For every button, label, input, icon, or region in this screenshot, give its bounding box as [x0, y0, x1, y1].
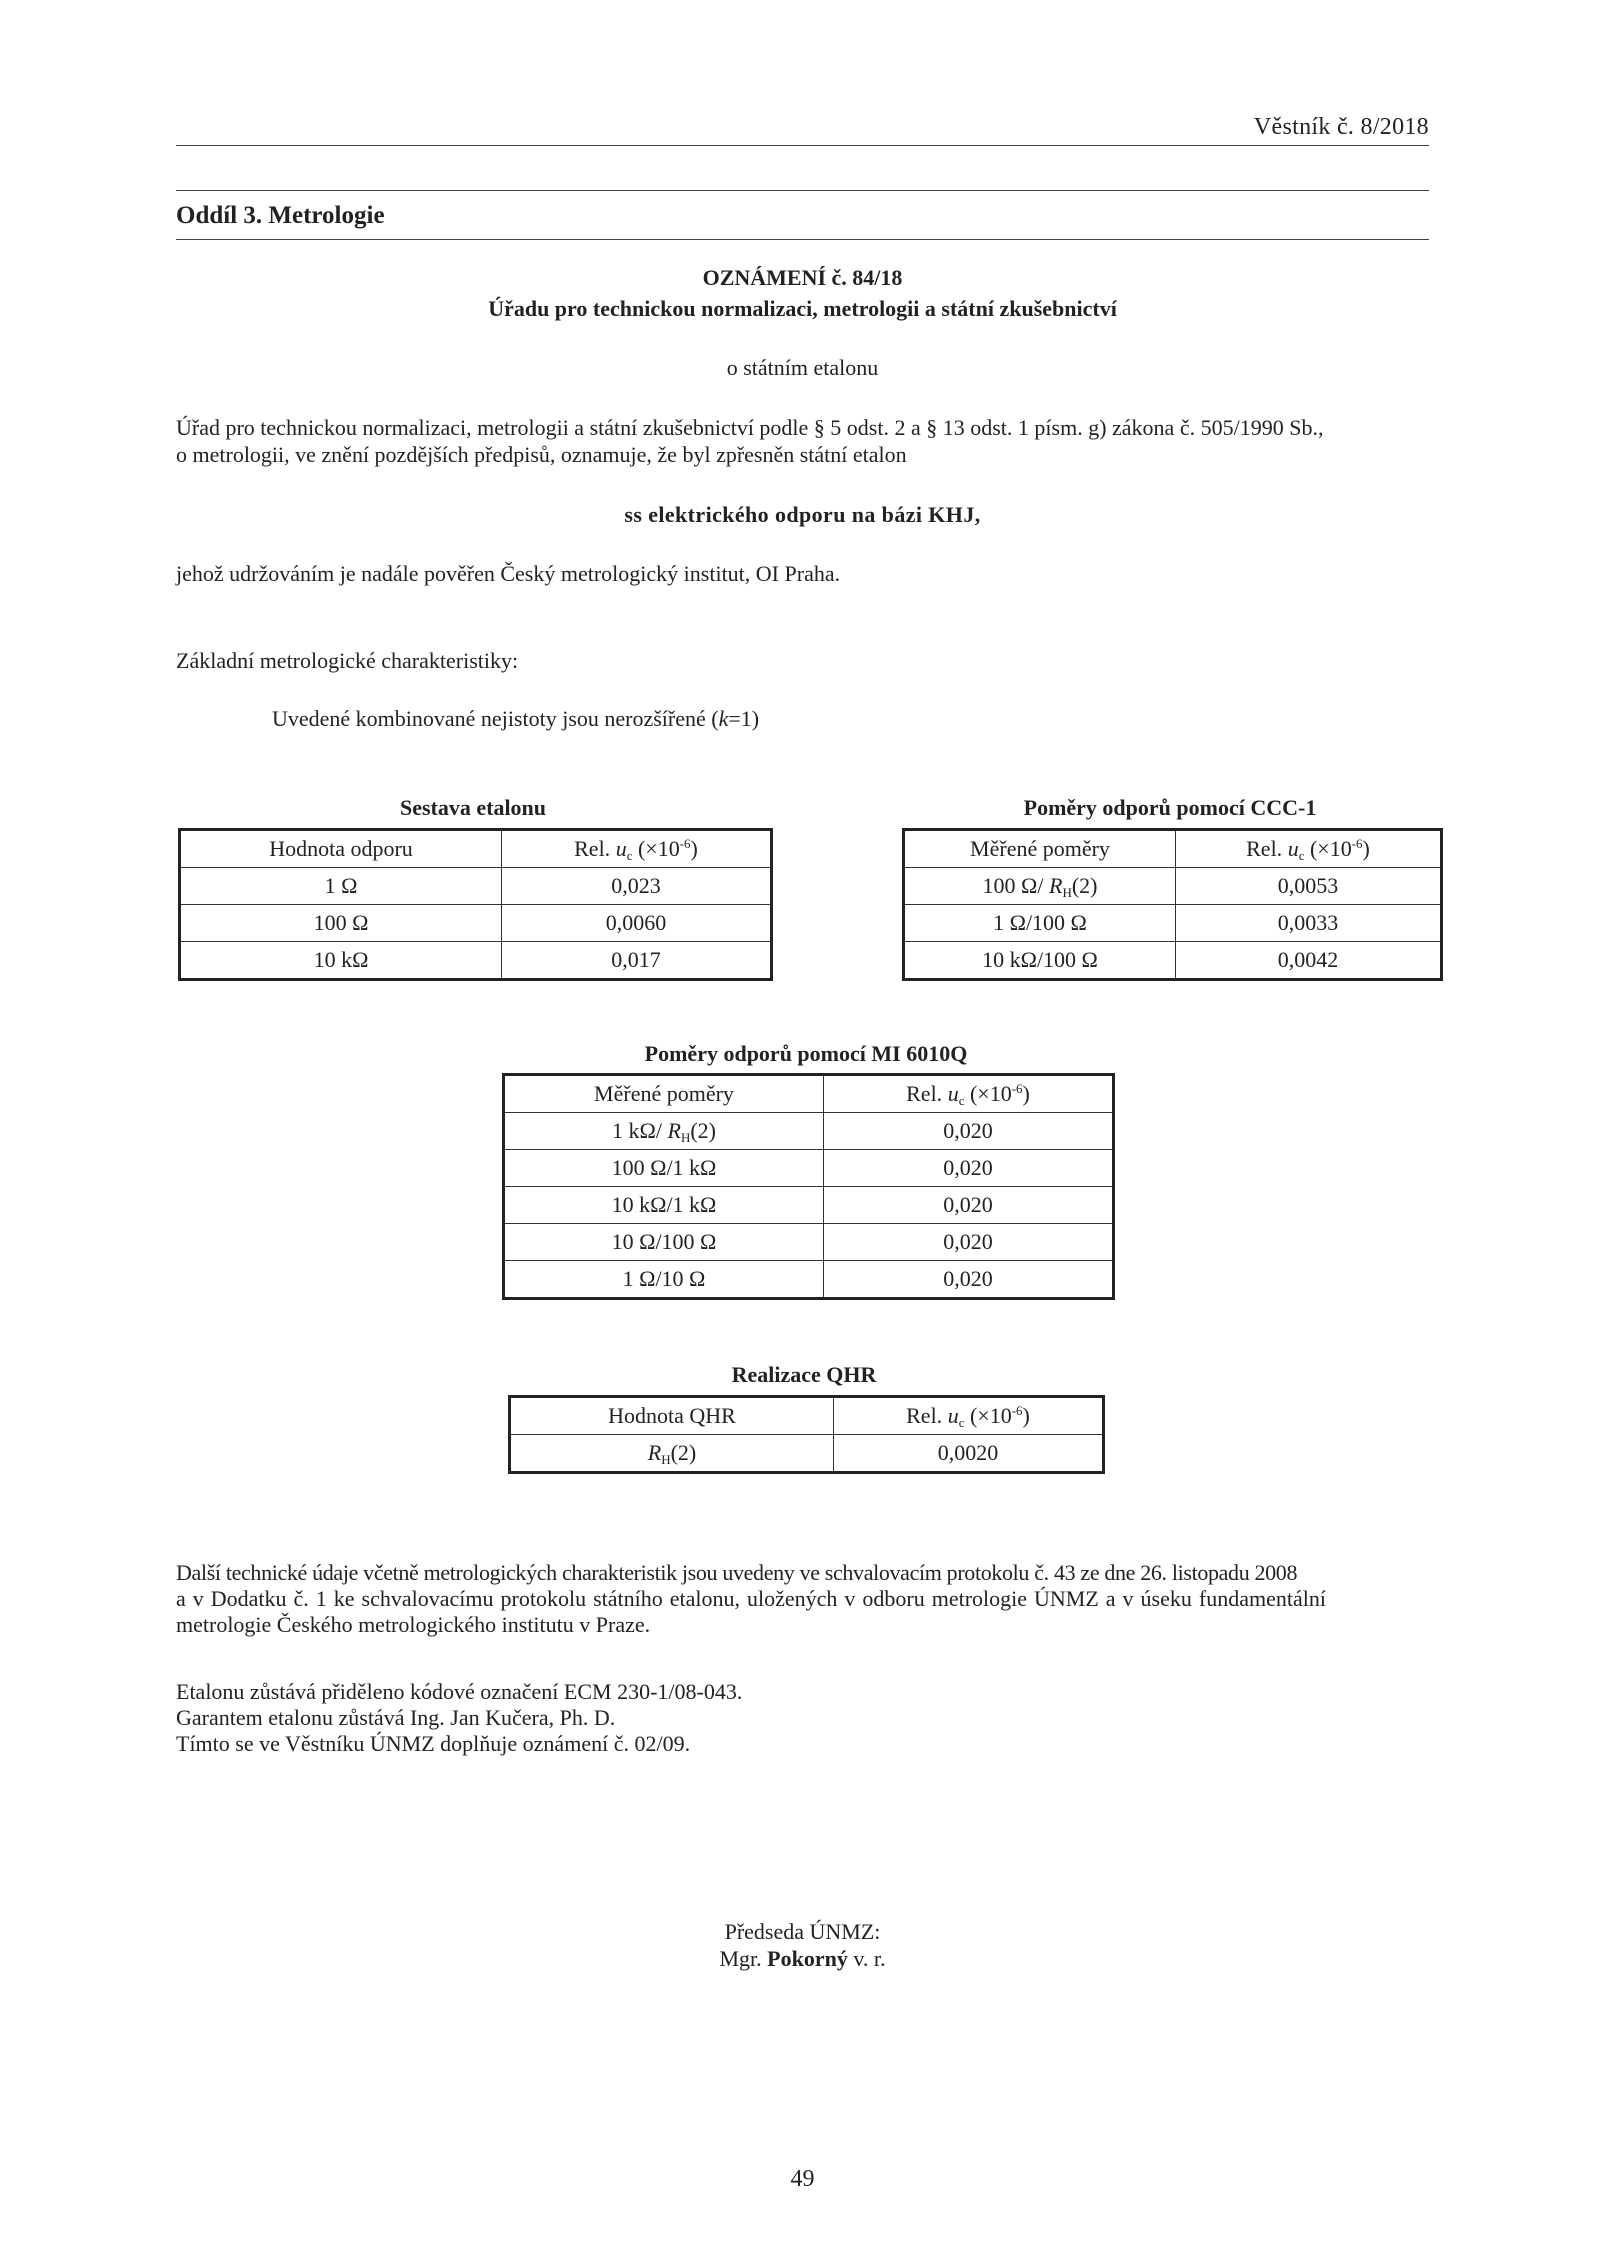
table-cell: 0,020	[824, 1187, 1114, 1224]
table-row	[504, 1187, 1114, 1224]
notice-number: OZNÁMENÍ č. 84/18	[702, 265, 903, 290]
table-cell: 0,020	[824, 1150, 1114, 1187]
supplement-line: Tímto se ve Věstníku ÚNMZ doplňuje oznámení č. 02/09.	[176, 1731, 691, 1756]
etalon-info-paragraph	[176, 1679, 1429, 1757]
table-cell: 1 Ω/100 Ω	[904, 905, 1176, 942]
table-cell: 0,020	[824, 1224, 1114, 1261]
table-header-row	[904, 830, 1442, 868]
table-header-row	[504, 1075, 1114, 1113]
column-header: Hodnota odporu	[180, 830, 502, 868]
table-cell: 1 Ω/10 Ω	[504, 1261, 824, 1299]
guarantor-line: Garantem etalonu zůstává Ing. Jan Kučera, Ph. D.	[176, 1705, 616, 1730]
table-cell: 0,0060	[502, 905, 772, 942]
signature-name: Mgr. Pokorný v. r.	[719, 1946, 886, 1971]
etalon-name: ss elektrického odporu na bázi KHJ,	[624, 502, 981, 527]
table-cell: 10 Ω/100 Ω	[504, 1224, 824, 1261]
column-header-rel-uncertainty: Rel. $u_c$ $(\times 10^{-6})$	[502, 830, 772, 868]
table-cell: $R_H(2)$	[510, 1435, 834, 1473]
table-cell: 10 kΩ/100 Ω	[904, 942, 1176, 980]
table-row	[504, 1150, 1114, 1187]
etalon-code-line: Etalonu zůstává přiděleno kódové označení ECM 230-1/08-043.	[176, 1679, 743, 1704]
table-row	[180, 868, 772, 905]
maintainer-text: jehož udržováním je nadále pověřen Český metrologický institut, OI Praha.	[176, 561, 841, 586]
table-cell: 100 Ω	[180, 905, 502, 942]
table-cell: 100 Ω/1 kΩ	[504, 1150, 824, 1187]
table-row	[504, 1224, 1114, 1261]
column-header-rel-uncertainty: Rel. $u_c$ $(\times 10^{-6})$	[824, 1075, 1114, 1113]
table-cell: 0,017	[502, 942, 772, 980]
table-cell: 1 Ω	[180, 868, 502, 905]
table-ccc-title: Poměry odporů pomocí CCC-1	[1023, 795, 1317, 820]
page-number: 49	[790, 2166, 815, 2192]
table-ccc	[902, 828, 1443, 981]
table-cell: 0,020	[824, 1261, 1114, 1299]
table-cell: 1 kΩ/ $R_H(2)$	[504, 1113, 824, 1150]
notice-issuer: Úřadu pro technickou normalizaci, metrologii a státní zkušebnictví	[488, 296, 1117, 321]
table-cell: 0,023	[502, 868, 772, 905]
intro-line-1: Úřad pro technickou normalizaci, metrologii a státní zkušebnictví podle § 5 odst. 2 a § 13 odst. 1 písm. g) zákona č. 505/1990 Sb.,	[176, 415, 1324, 440]
table-row	[180, 905, 772, 942]
table-row	[510, 1435, 1104, 1473]
characteristics-heading: Základní metrologické charakteristiky:	[176, 648, 519, 673]
table-row	[904, 942, 1442, 980]
table-row	[504, 1261, 1114, 1299]
table-row	[180, 942, 772, 980]
details-line-3: metrologie Českého metrologického institutu v Praze.	[176, 1612, 651, 1637]
table-row	[504, 1113, 1114, 1150]
table-qhr	[508, 1395, 1105, 1474]
column-header-rel-uncertainty: Rel. $u_c$ $(\times 10^{-6})$	[1176, 830, 1442, 868]
table-cell: 0,020	[824, 1113, 1114, 1150]
section-rule-top	[176, 190, 1429, 191]
table-cell: 0,0033	[1176, 905, 1442, 942]
column-header: Hodnota QHR	[510, 1397, 834, 1435]
details-paragraph	[176, 1560, 1429, 1638]
table-mi	[502, 1073, 1115, 1300]
column-header: Měřené poměry	[504, 1075, 824, 1113]
table-cell: 0,0042	[1176, 942, 1442, 980]
table-header-row	[180, 830, 772, 868]
table-cell: 0,0020	[834, 1435, 1104, 1473]
table-cell: 100 Ω/ $R_H(2)$	[904, 868, 1176, 905]
table-qhr-title: Realizace QHR	[731, 1362, 877, 1387]
intro-line-2: o metrologii, ve znění pozdějších předpisů, oznamuje, že byl zpřesněn státní etalon	[176, 442, 907, 467]
table-row	[904, 868, 1442, 905]
column-header-rel-uncertainty: Rel. $u_c$ $(\times 10^{-6})$	[834, 1397, 1104, 1435]
section-rule-bottom	[176, 239, 1429, 240]
table-sestava	[178, 828, 773, 981]
table-header-row	[510, 1397, 1104, 1435]
signature-role: Předseda ÚNMZ:	[724, 1919, 881, 1944]
uncertainty-note: Uvedené kombinované nejistoty jsou nerozšířené (k=1)	[272, 706, 760, 731]
header-rule	[176, 145, 1429, 146]
column-header: Měřené poměry	[904, 830, 1176, 868]
running-header: Věstník č. 8/2018	[1253, 114, 1429, 140]
details-line-1: Další technické údaje včetně metrologických charakteristik jsou uvedeny ve schvalovacím protokolu č. 43 ze dne 26. listopadu 2008	[176, 1560, 1298, 1585]
table-sestava-title: Sestava etalonu	[399, 795, 547, 820]
table-cell: 10 kΩ/1 kΩ	[504, 1187, 824, 1224]
details-line-2: a v Dodatku č. 1 ke schvalovacímu protokolu státního etalonu, uložených v odboru metrologie ÚNMZ a v úseku fundamentální	[176, 1586, 1326, 1611]
table-cell: 0,0053	[1176, 868, 1442, 905]
table-row	[904, 905, 1442, 942]
table-mi-title: Poměry odporů pomocí MI 6010Q	[644, 1041, 968, 1066]
section-title: Oddíl 3. Metrologie	[176, 202, 385, 229]
table-cell: 10 kΩ	[180, 942, 502, 980]
notice-subject: o státním etalonu	[726, 355, 879, 380]
